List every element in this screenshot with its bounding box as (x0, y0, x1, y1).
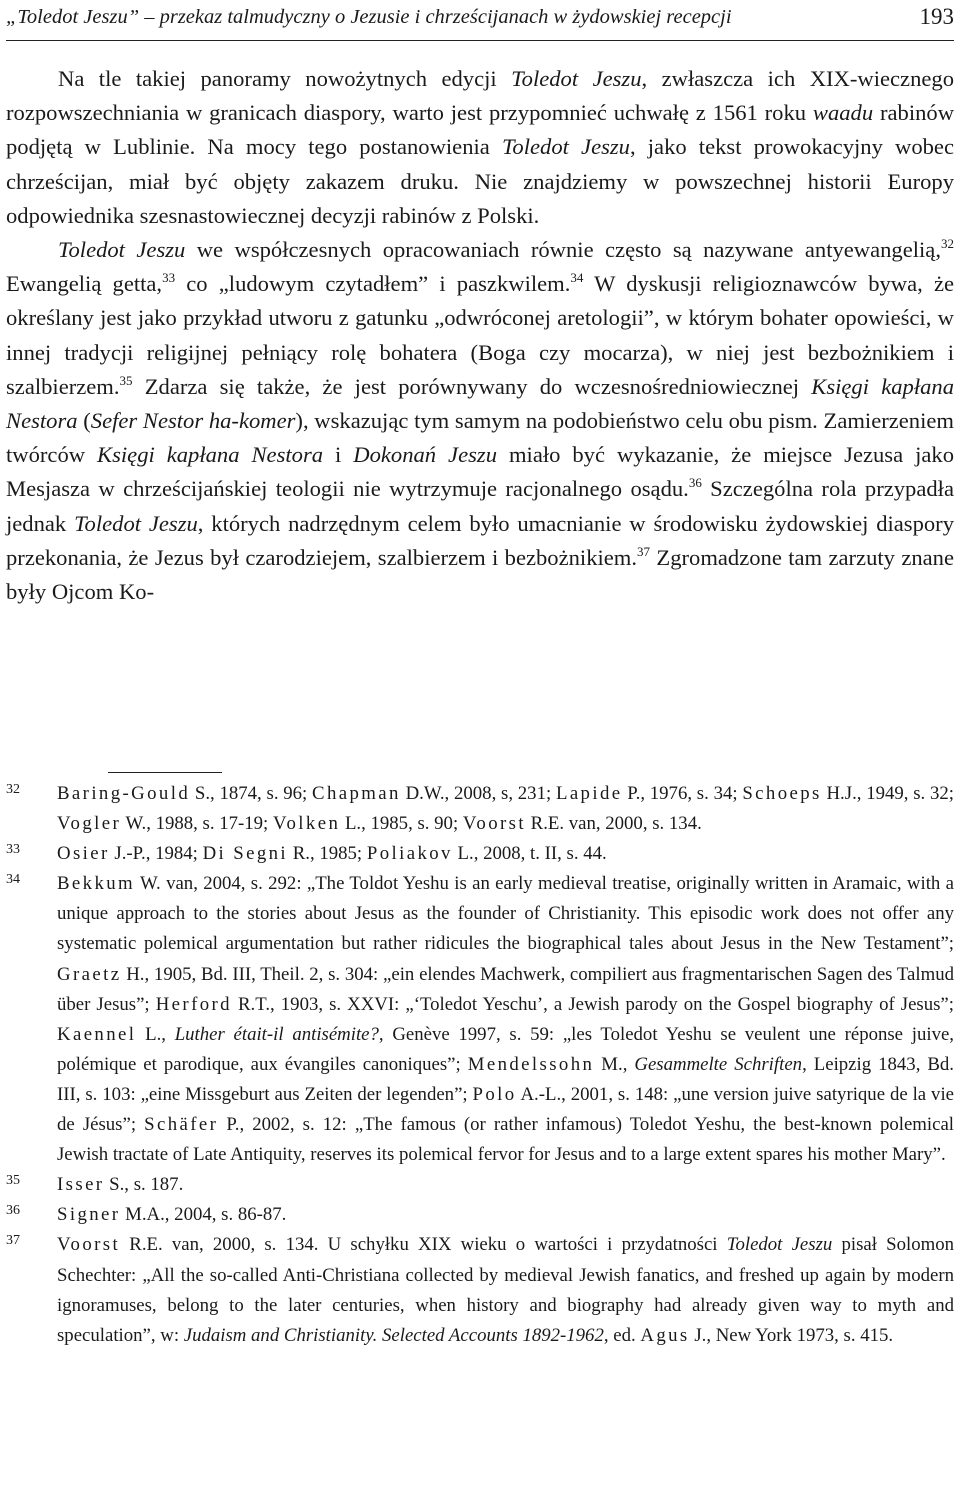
text-run: J.-P., 1984; (109, 843, 203, 865)
italic-title: Luther était-il antisémite? (174, 1023, 379, 1045)
footnote-number: 34 (6, 872, 20, 888)
text-run: M., (594, 1053, 635, 1075)
text-run: S., 1874, s. 96; (190, 783, 313, 804)
text-run: W. van, 2004, s. 292: „The Toldot Yeshu is an early medieval treatise, originally written in Aramaic, with a unique approach to the stories about Jesus as the founder of Christianity. This episodic work does not offer any systematic polemical argumentation but rather ridicules the biographical tales about Jesus in the New Testament”; (57, 873, 954, 955)
text-run: Szczególna rola przypadła jednak (6, 476, 954, 536)
running-title: „Toledot Jeszu” – przekaz talmudyczny o Jezusie i chrześcijanach w żydowskiej recepcji (6, 6, 732, 28)
text-run: ( (77, 408, 91, 434)
footnote-32 (6, 779, 954, 839)
footnote-number: 37 (6, 1233, 20, 1249)
italic-title: Judaism and Christianity. Selected Accounts 1892-1962 (183, 1324, 604, 1346)
text-run: W., 1988, s. 17-19; (121, 813, 273, 835)
author-name: Polo (472, 1083, 517, 1105)
author-name: Bekkum (57, 873, 136, 895)
author-name: Osier (57, 843, 110, 865)
author-name: Volken (272, 813, 341, 835)
text-run: , zwłaszcza ich XIX-wiecznego rozpowszechniania w granicach diaspory, warto jest przypomnieć uchwałę z 1561 roku (6, 66, 954, 126)
italic-term: waadu (812, 100, 874, 126)
italic-title: Dokonań Jeszu (353, 442, 497, 468)
paragraph-1 (6, 62, 954, 233)
text-run: miało być wykazanie, że miejsce Jezusa jako Mesjasza w chrześcijańskiej teologii nie wytrzymuje racjonalnego osądu. (6, 442, 954, 502)
text-run: R.T., 1903, s. XXVI: „‘Toledot Yeschu’, a Jewish parody on the Gospel biography of Jesus”; (231, 993, 954, 1015)
text-run: , Leipzig 1843, Bd. III, s. 103: „eine Missgeburt aus Zeiten der legenden”; (57, 1053, 955, 1105)
footnote-37 (6, 1230, 954, 1350)
page-number: 193 (919, 4, 954, 29)
author-name: Voorst (462, 813, 526, 835)
text-run: L., (136, 1023, 175, 1045)
italic-title: Toledot Jeszu (501, 134, 630, 160)
footnote-number: 36 (6, 1203, 20, 1219)
italic-title: Toledot Jeszu (511, 66, 642, 91)
text-run: R.E. van, 2000, s. 134. U schyłku XIX wieku o wartości i przydatności (120, 1234, 727, 1256)
text-run: , Genève 1997, s. 59: „les Toledot Yeshu se veulent une réponse juive, polémique et parodique, aux évangiles canoniques”; (57, 1023, 954, 1075)
italic-title: Sefer Nestor ha-komer (90, 408, 296, 434)
text-run: W dyskusji religioznawców bywa, że określany jest jako przykład utworu z gatunku „odwróconej aretologii”, w którym bohater opowieści, w innej tradycji religijnej pełniący rolę bohatera (Boga czy mocarza), w niej jest bezbożnikiem i szalbierzem. (6, 271, 955, 399)
author-name: Vogler (57, 813, 122, 835)
text-run: R.E. van, 2000, s. 134. (525, 813, 702, 835)
author-name: Chapman (312, 783, 401, 804)
text-run: L., 2008, t. II, s. 44. (452, 843, 607, 865)
author-name: Di Segni (202, 843, 289, 865)
footnote-separator (108, 772, 222, 773)
running-header (6, 0, 954, 41)
footnote-ref-35[interactable]: 35 (119, 372, 133, 388)
text-run: , ed. (603, 1324, 641, 1346)
text-run: M.A., 2004, s. 86-87. (120, 1204, 287, 1226)
text-run: H., 1905, Bd. III, Theil. 2, s. 304: „ein elendes Machwerk, compiliert aus fragmentarischen Sagen des Talmud über Jesus”; (57, 963, 954, 1015)
text-run: , jako tekst prowokacyjny wobec chrześcijan, miał być objęty zakazem druku. Nie znajdziemy w powszechnej historii Europy odpowiednika szesnastowiecznej decyzji rabinów z Polski. (6, 134, 954, 228)
footnote-ref-36[interactable]: 36 (688, 475, 702, 491)
italic-title: Gesammelte Schriften (634, 1053, 803, 1075)
text-run: Na tle takiej panoramy nowożytnych edycji (58, 66, 512, 91)
main-text (6, 62, 954, 609)
text-run: P., 2002, s. 12: „The famous (or rather infamous) Toledot Yeshu, the best-known polemical Jewish tractate of Late Antiquity, reserves its polemical fervor for Jesus and to a large extent spares his mother Mary”. (57, 1114, 954, 1166)
footnote-34 (6, 869, 954, 1170)
paragraph-2 (6, 233, 954, 609)
author-name: Schoeps (742, 783, 822, 804)
text-run: co „ludowym czytadłem” i paszkwilem. (175, 271, 571, 297)
author-name: Mendelssohn (467, 1053, 595, 1075)
text-run: A.-L., 2001, s. 148: „une version juive satyrique de la vie de Jésus”; (57, 1083, 954, 1136)
text-run: ), wskazując tym samym na podobieństwo celu obu pism. Zamierzeniem twórców (6, 408, 954, 468)
footnote-number: 32 (6, 782, 20, 797)
text-run: L., 1985, s. 90; (340, 813, 463, 835)
author-name: Signer (57, 1204, 121, 1226)
text-run: Zdarza się także, że jest porównywany do wczesnośredniowiecznej (132, 373, 812, 399)
author-name: Kaennel (57, 1023, 137, 1045)
footnote-35 (6, 1170, 954, 1200)
text-run: i (323, 442, 354, 468)
author-name: Voorst (57, 1234, 121, 1256)
text-run: Zgromadzone tam zarzuty znane były Ojcom Ko- (6, 544, 954, 605)
author-name: Schäfer (144, 1114, 219, 1136)
text-run: P., 1976, s. 34; (622, 783, 743, 804)
text-run: S., s. 187. (104, 1174, 184, 1196)
text-run: , których nadrzędnym celem było umacnianie w środowisku żydowskiej diaspory przekonania, że Jezus był czarodziejem, szalbierzem i bezbożnikiem. (6, 510, 955, 570)
footnote-33 (6, 839, 954, 869)
text-run: Ewangelią getta, (6, 271, 163, 297)
italic-title: Księgi kapłana Nestora (6, 373, 954, 434)
footnote-ref-33[interactable]: 33 (162, 270, 176, 286)
text-run: we współczesnych opracowaniach równie często są nazywane antyewangelią, (185, 237, 941, 263)
author-name: Baring-Gould (57, 783, 191, 804)
italic-title: Toledot Jeszu (726, 1234, 833, 1256)
footnote-ref-37[interactable]: 37 (637, 543, 651, 559)
italic-title: Księgi kapłana Nestora (97, 442, 324, 468)
text-run: rabinów podjętą w Lublinie. Na mocy tego postanowienia (6, 100, 955, 160)
author-name: Agus (640, 1324, 690, 1346)
author-name: Herford (155, 993, 232, 1015)
author-name: Poliakov (366, 843, 453, 865)
author-name: Lapide (555, 783, 623, 804)
footnote-ref-32[interactable]: 32 (941, 236, 954, 252)
text-run: pisał Solomon Schechter: „All the so-called Anti-Christiana collected by medieval Jewish fanatics, and freshed up again by modern ignoramuses, belong to the later centuries, when history and biography had already given way to myth and speculation”, w: (57, 1234, 954, 1346)
author-name: Isser (57, 1174, 105, 1196)
italic-title: Toledot Jeszu (58, 237, 186, 263)
text-run: H.J., 1949, s. 32; (821, 783, 955, 804)
italic-title: Toledot Jeszu (74, 510, 198, 536)
footnotes (6, 779, 954, 1351)
text-run: J., New York 1973, s. 415. (689, 1324, 894, 1346)
footnote-number: 35 (6, 1173, 20, 1189)
text-run: D.W., 2008, s, 231; (400, 783, 556, 804)
text-run: R., 1985; (288, 843, 367, 865)
footnote-number: 33 (6, 842, 20, 858)
footnote-36 (6, 1200, 954, 1230)
author-name: Graetz (57, 963, 122, 985)
footnote-ref-34[interactable]: 34 (570, 270, 584, 286)
